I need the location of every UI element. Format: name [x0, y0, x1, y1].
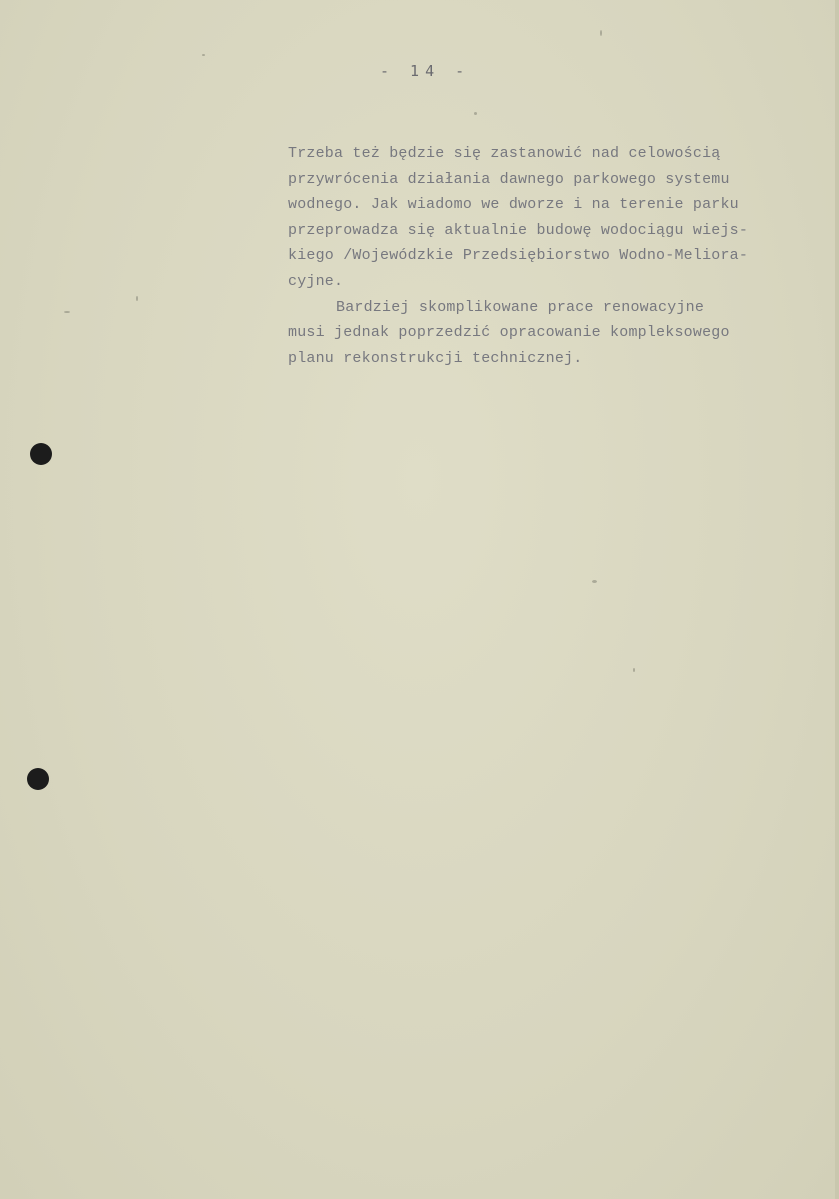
- text-line: cyjne.: [288, 272, 344, 290]
- paper-speck: [202, 54, 205, 56]
- text-line: planu rekonstrukcji technicznej.: [288, 349, 583, 367]
- text-line: musi jednak poprzedzić opracowanie kompleksowego: [288, 324, 730, 342]
- paper-speck: [633, 668, 635, 672]
- punch-hole-bottom: [27, 768, 49, 790]
- paper-speck: [64, 311, 70, 313]
- paper-speck: [474, 112, 477, 115]
- text-line: przywrócenia działania dawnego parkowego systemu: [288, 170, 730, 188]
- text-line: Trzeba też będzie się zastanowić nad celowością: [288, 145, 721, 162]
- text-line: wodnego. Jak wiadomo we dworze i na terenie parku: [288, 196, 739, 214]
- punch-hole-top: [30, 443, 52, 465]
- page-number: - 14 -: [380, 62, 471, 80]
- body-text: [288, 141, 808, 371]
- text-line: kiego /Wojewódzkie Przedsiębiorstwo Wodno-Meliora-: [288, 247, 749, 265]
- text-line: Bardziej skomplikowane prace renowacyjne: [336, 298, 705, 316]
- page-edge: [835, 0, 839, 1199]
- paper-speck: [136, 296, 138, 301]
- text-line: przeprowadza się aktualnie budowę wodociągu wiejs-: [288, 221, 749, 239]
- paper-speck: [592, 580, 597, 583]
- paper-speck: [600, 30, 602, 36]
